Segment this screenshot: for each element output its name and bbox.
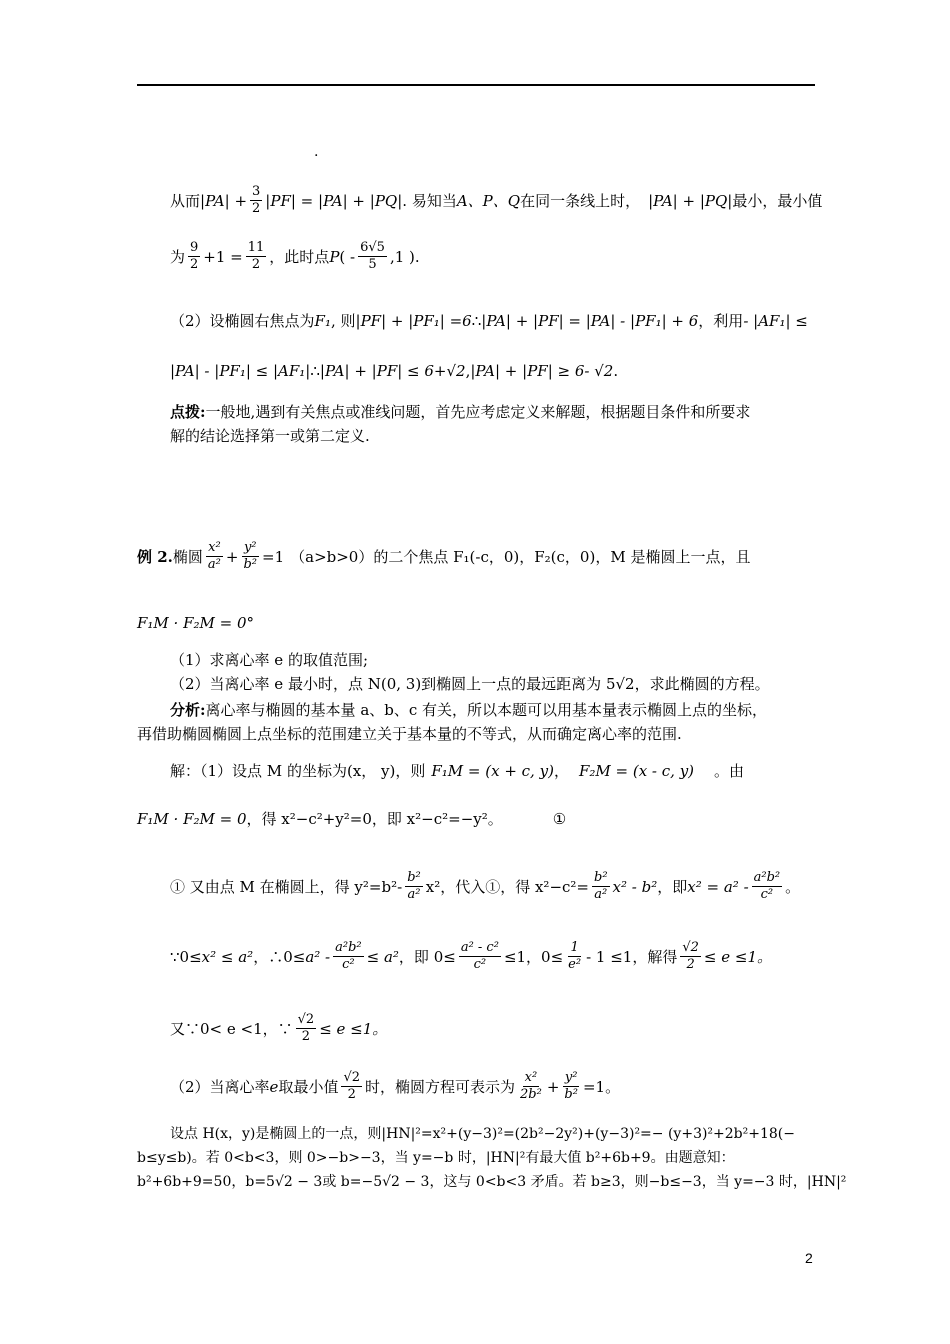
solution-part1-line2 xyxy=(137,808,787,830)
text: 从而 xyxy=(170,191,201,210)
fraction xyxy=(518,1070,544,1103)
text: ，即 xyxy=(657,877,688,896)
analysis-paragraph xyxy=(137,698,815,746)
fraction xyxy=(296,1012,317,1045)
solution-part1-line4 xyxy=(170,940,820,973)
fraction xyxy=(680,940,701,973)
denominator: 2 xyxy=(301,1029,311,1044)
denominator: 2 xyxy=(190,257,199,272)
text: （a>b>0）的二个焦点 F₁(-c，0)，F₂(c，0)，M 是椭圆上一点，且 xyxy=(290,547,751,566)
math-expr: |PA| + |PF| = |PA| - |PF₁| + 6 xyxy=(481,312,699,330)
fraction xyxy=(358,240,387,273)
tip-text: 一般地,遇到有关焦点或准线问题，首先应考虑定义来解题，根据题目条件和所要求 xyxy=(205,403,751,421)
question-2: （2）当离心率 e 最小时，点 N(0, 3)到椭圆上一点的最远距离为 5√2，求此椭圆的方程。 xyxy=(170,675,770,693)
circled-one: ① xyxy=(552,810,567,828)
analysis-text: 离心率与椭圆的基本量 a、b、c 有关，所以本题可以用基本量表示椭圆上点的坐标， xyxy=(205,701,768,719)
math-expr: ,1 ). xyxy=(389,247,420,266)
text: , 则 xyxy=(330,312,356,330)
fraction xyxy=(206,540,223,573)
numerator: a²b² xyxy=(335,940,362,955)
text-line: b²+6b+9=50，b=5√2 − 3或 b=−5√2 − 3，这与 0<b<3 矛盾。若 b≥3，则−b≤−3，当 y=−3 时，|HN|² xyxy=(137,1174,847,1190)
solution-part1-line5 xyxy=(170,1012,820,1045)
text: 取最小值 xyxy=(278,1077,339,1096)
example-2-condition xyxy=(137,612,787,634)
numerator: 11 xyxy=(247,240,265,255)
numerator: 9 xyxy=(190,240,199,255)
text-line: 设点 H(x，y)是椭圆上的一点，则|HN|²=x²+(y−3)²=(2b²−2y²)+(y−3)²=− (y+3)²+2b²+18(− xyxy=(170,1126,795,1142)
text: + xyxy=(546,1077,560,1096)
analysis-text-2: 再借助椭圆椭圆上点坐标的范围建立关于基本量的不等式，从而确定离心率的范围. xyxy=(137,725,682,743)
text: . 易知当 xyxy=(402,191,457,210)
numerator: 3 xyxy=(252,184,261,199)
fraction xyxy=(562,1070,580,1103)
numerator: b² xyxy=(407,870,421,885)
denominator: 2 xyxy=(252,201,261,216)
math-expr: |PA| + |PF| ≤ 6+√2 xyxy=(319,362,466,380)
text: 时，椭圆方程可表示为 xyxy=(365,1077,516,1096)
math-points: A、P、Q xyxy=(456,191,521,210)
therefore-symbol: ∴ xyxy=(310,362,320,380)
therefore-symbol: ∴ xyxy=(471,312,482,330)
math-var: e xyxy=(269,1077,279,1096)
example-2-header: 例 2. 椭圆 $\frac{\text{x²}}{\text{a²}}$ + $\frac{\text{y²}}{\text{b²}}$ =1 （a>b>0）的二个焦点 F₁(-c，0)，F₂(c，0)，M 是椭圆上一点，且 xyxy=(137,540,751,572)
numerator: √2 xyxy=(297,1012,315,1027)
fraction xyxy=(341,1070,362,1103)
math-expr: =1 xyxy=(262,547,285,566)
analysis-label: 分析: xyxy=(170,701,206,719)
denominator: 5 xyxy=(368,257,377,272)
denominator: a² xyxy=(407,887,421,902)
text: （2）设椭圆右焦点为 xyxy=(170,312,315,330)
solution-part2-paragraph xyxy=(137,1122,847,1194)
text-line: b≤y≤b)。若 0<b<3，则 0>−b>−3，当 y=−b 时，|HN|²有最大值 b²+6b+9。由题意知： xyxy=(137,1150,735,1166)
math-point: P xyxy=(329,247,340,266)
text: , xyxy=(465,362,471,380)
numerator: a² - c² xyxy=(460,940,499,955)
tip-label: 点拨: xyxy=(170,403,206,421)
numerator: a²b² xyxy=(753,870,781,885)
numerator: x² xyxy=(208,540,221,555)
denominator: a² xyxy=(594,887,608,902)
denominator: 2 xyxy=(251,257,261,272)
text: ≤1，0≤ xyxy=(503,947,564,966)
text: 解：（1）设点 M 的坐标为(x， y)，则 xyxy=(170,762,426,780)
vector-expr: F₁M = (x + c, y) xyxy=(431,762,554,780)
solution-line-1 xyxy=(170,184,823,217)
text: 在同一条线上时， xyxy=(520,191,641,210)
text: ， xyxy=(553,762,569,780)
vector-expr: F₁M · F₂M = 0 xyxy=(137,810,247,828)
numerator: x² xyxy=(524,1070,538,1085)
numerator: y² xyxy=(243,540,257,555)
numerator: √2 xyxy=(343,1070,361,1085)
fraction xyxy=(333,940,364,973)
fraction xyxy=(241,540,259,573)
denominator: a² xyxy=(207,557,221,572)
text: 。 xyxy=(785,877,801,896)
denominator: 2 xyxy=(347,1087,356,1102)
denominator: b² xyxy=(564,1087,578,1102)
page-number: 2 xyxy=(805,1250,813,1266)
denominator: b² xyxy=(243,557,257,572)
math-expr: +1 = xyxy=(203,247,243,266)
numerator: y² xyxy=(564,1070,578,1085)
text: ，∴0≤ xyxy=(253,947,306,966)
fraction xyxy=(592,870,610,903)
denominator: e² xyxy=(568,957,582,972)
math-expr: ( - xyxy=(339,247,356,266)
denominator: 2 xyxy=(686,957,695,972)
tip-paragraph xyxy=(170,400,815,448)
math-expr: x² = a² - xyxy=(687,877,749,896)
fraction xyxy=(566,940,583,973)
text: ，即 0≤ xyxy=(398,947,456,966)
solution-line-3 xyxy=(170,310,820,332)
text: 椭圆 xyxy=(172,547,203,566)
example-label: 例 2. xyxy=(137,547,173,566)
fraction xyxy=(188,240,200,273)
text: x²，代入①，得 x²−c²= xyxy=(425,877,589,896)
fraction xyxy=(459,940,501,973)
dot-mark: . xyxy=(314,144,319,160)
math-expr: |PA| - |PF₁| ≤ |AF₁| xyxy=(170,362,311,380)
fraction xyxy=(752,870,783,903)
math-expr: |PF| = |PA| + |PQ| xyxy=(265,191,403,210)
math-expr: - |AF₁| ≤ xyxy=(743,312,808,330)
text: =1。 xyxy=(582,1077,621,1096)
numerator: √2 xyxy=(682,940,699,955)
solution-part1-line1 xyxy=(170,760,820,782)
math-expr: F₁ xyxy=(314,312,331,330)
header-rule xyxy=(137,84,815,86)
math-expr: ≤ a² xyxy=(366,947,399,966)
text: . xyxy=(613,362,619,380)
denominator: c² xyxy=(760,887,774,902)
denominator: c² xyxy=(473,957,487,972)
text: ，此时点 xyxy=(269,247,330,266)
solution-part2-line1 xyxy=(170,1070,820,1103)
tip-text-2: 解的结论选择第一或第二定义. xyxy=(170,427,370,445)
solution-part1-line3 xyxy=(170,870,820,903)
text: ① 又由点 M 在椭圆上，得 y²=b² xyxy=(170,877,398,896)
fraction xyxy=(405,870,423,903)
math-expr: |PA| + |PQ| xyxy=(648,191,733,210)
text: - xyxy=(397,877,403,896)
text: 最小，最小值 xyxy=(732,191,823,210)
denominator: 2b² xyxy=(520,1087,542,1102)
solution-line-2 xyxy=(170,240,820,273)
text: - 1 ≤1，解得 xyxy=(586,947,678,966)
fraction xyxy=(250,184,262,217)
math-expr: ≤ e ≤1。 xyxy=(703,947,772,966)
text: ∵0≤ xyxy=(170,947,202,966)
solution-line-4 xyxy=(170,360,820,382)
numerator: b² xyxy=(594,870,608,885)
numerator: 6√5 xyxy=(360,240,385,255)
numerator: 1 xyxy=(570,940,579,955)
vector-expr: F₁M · F₂M = 0° xyxy=(137,614,255,632)
math-expr: |PA| + |PF| ≥ 6- √2 xyxy=(470,362,614,380)
question-1: （1）求离心率 e 的取值范围; xyxy=(170,651,369,669)
text: 。由 xyxy=(714,762,745,780)
text: ，得 x²−c²+y²=0，即 x²−c²=−y²。 xyxy=(246,810,503,828)
text: ，利用 xyxy=(698,312,744,330)
math-expr: x² - b² xyxy=(612,877,658,896)
text: 为 xyxy=(170,247,186,266)
math-expr: |PA| + xyxy=(200,191,248,210)
vector-expr: F₂M = (x - c, y) xyxy=(578,762,695,780)
math-expr: |PF| + |PF₁| =6 xyxy=(355,312,472,330)
text: （2）当离心率 xyxy=(170,1077,270,1096)
text: 又∵0< e <1，∵ xyxy=(170,1019,293,1038)
math-expr: x² ≤ a² xyxy=(201,947,254,966)
math-expr: ≤ e ≤1。 xyxy=(319,1019,388,1038)
fraction xyxy=(246,240,267,273)
math-expr: a² - xyxy=(305,947,331,966)
denominator: c² xyxy=(342,957,355,972)
